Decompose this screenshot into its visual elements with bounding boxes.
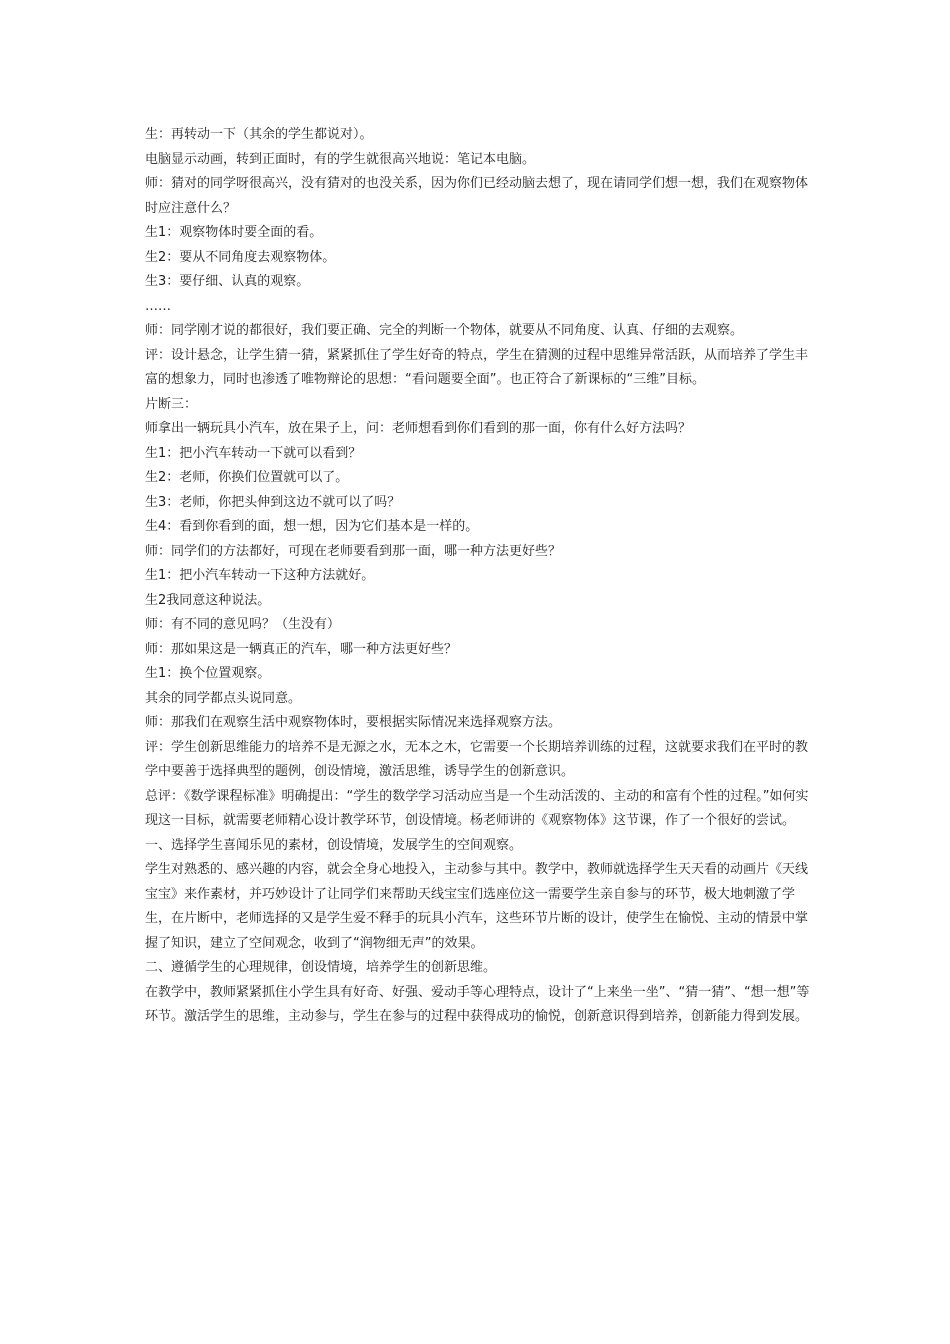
section-heading: 一、选择学生喜闻乐见的素材，创设情境，发展学生的空间观察。 [145,837,523,853]
paragraph: 生3：老师，你把头伸到这边不就可以了吗？ [145,494,401,510]
paragraph: 生2：要从不同角度去观察物体。 [145,249,336,265]
paragraph: 其余的同学都点头说同意。 [145,690,302,706]
paragraph: 师：猜对的同学呀很高兴，没有猜对的也没关系，因为你们已经动脑去想了，现在请同学们想一想，我们在观察物体时应注意什么？ [145,176,809,216]
paragraph: 师：有不同的意见吗？（生没有） [145,617,341,632]
paragraph: …… [145,298,171,314]
paragraph: 师：那如果这是一辆真正的汽车，哪一种方法更好些？ [145,641,458,657]
paragraph: 师拿出一辆玩具小汽车，放在果子上，问：老师想看到你们看到的那一面，你有什么好方法吗？ [145,421,692,436]
paragraph: 生1：把小汽车转动一下这种方法就好。 [145,568,375,583]
paragraph: 生2我同意这种说法。 [145,592,271,608]
paragraph: 师：那我们在观察生活中观察物体时，要根据实际情况来选择观察方法。 [145,715,562,730]
paragraph: 生4：看到你看到的面，想一想，因为它们基本是一样的。 [145,519,479,534]
paragraph: 师：同学们的方法都好，可现在老师要看到那一面，哪一种方法更好些？ [145,543,562,559]
section-heading: 二、遵循学生的心理规律，创设情境，培养学生的创新思维。 [145,960,497,975]
section-heading: 片断三： [145,396,198,412]
paragraph: 评：学生创新思维能力的培养不是无源之水，无本之木，它需要一个长期培养训练的过程，这就要求我们在平时的教学中要善于选择典型的题例，创设情境，激活思维，诱导学生的创新意识。 [145,739,809,779]
paragraph: 在教学中，教师紧紧抓住小学生具有好奇、好强、爱动手等心理特点，设计了“上来坐一坐”、“猜一猜”、“想一想”等环节。激活学生的思维，主动参与，学生在参与的过程中获得成功的愉悦，创新意识得到培养，创新能力得到发展。 [145,984,810,1024]
paragraph: 学生对熟悉的、感兴趣的内容，就会全身心地投入，主动参与其中。教学中，教师就选择学生天天看的动画片《天线宝宝》来作素材，并巧妙设计了让同学们来帮助天线宝宝们选座位这一需要学生亲自参与的环节，极大地刺激了学生，在片断中，老师选择的又是学生爱不释手的玩具小汽车，这些环节片断的设计，使学生在愉悦、主动的情景中掌握了知识，建立了空间观念，收到了“润物细无声”的效果。 [145,862,809,951]
paragraph: 生：再转动一下（其余的学生都说对）。 [145,127,373,142]
paragraph: 电脑显示动画，转到正面时，有的学生就很高兴地说：笔记本电脑。 [145,151,536,167]
document-body [145,123,813,1030]
paragraph: 生1：观察物体时要全面的看。 [145,225,323,240]
paragraph: 生3：要仔细、认真的观察。 [145,274,310,289]
paragraph: 总评：《数学课程标准》明确提出：“学生的数学学习活动应当是一个生动活泼的、主动的和富有个性的过程。”如何实现这一目标，就需要老师精心设计教学环节，创设情境。杨老师讲的《观察物体》这节课，作了一个很好的尝试。 [145,788,809,828]
paragraph: 生1：换个位置观察。 [145,666,271,681]
paragraph: 师：同学刚才说的都很好，我们要正确、完全的判断一个物体，就要从不同角度、认真、仔细的去观察。 [145,323,744,338]
paragraph: 生1：把小汽车转动一下就可以看到？ [145,445,362,461]
paragraph: 评：设计悬念，让学生猜一猜，紧紧抓住了学生好奇的特点，学生在猜测的过程中思维异常活跃，从而培养了学生丰富的想象力，同时也渗透了唯物辩论的思想：“看问题要全面”。也正符合了新课标的“三维”目标。 [145,347,809,387]
paragraph: 生2：老师，你换们位置就可以了。 [145,470,349,485]
